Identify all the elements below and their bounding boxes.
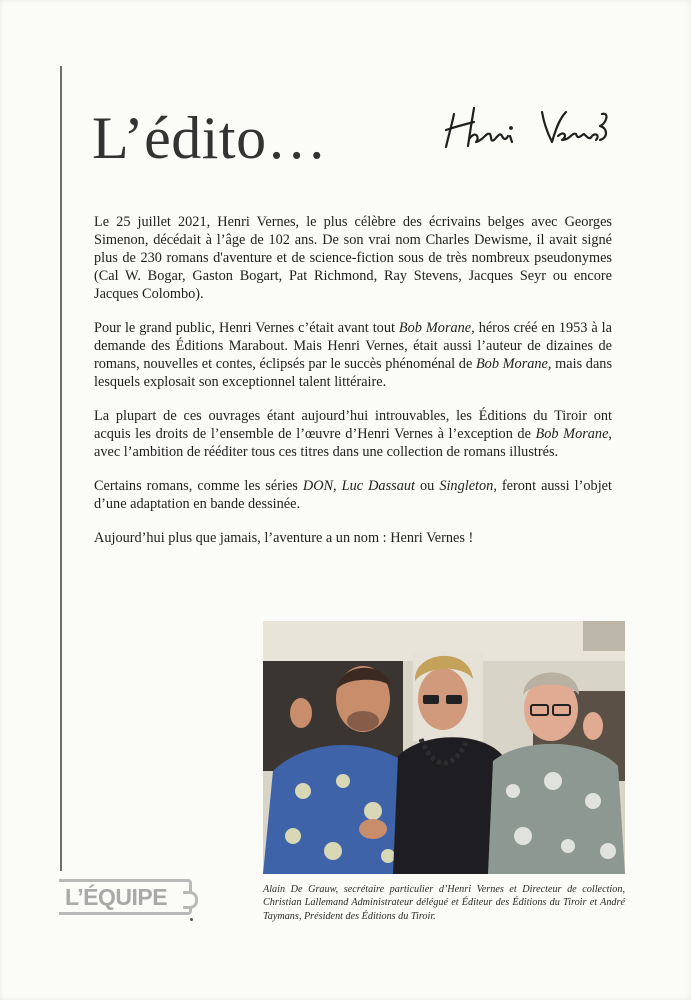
paragraph-text-run: mais dans lesquels explosait son exceptionnel talent littéraire. (94, 356, 613, 390)
team-photo (263, 621, 625, 874)
dot-mark (190, 918, 193, 921)
signature (440, 92, 620, 162)
paragraph-text-run: La plupart de ces ouvrages étant aujourd’hui introuvables, les Éditions du Tiroir ont acquis les droits de l’ensemble de l’œuvre d’Henri Vernes à l’exception de (94, 408, 612, 442)
italic-title-text: DON, Luc Dassaut (302, 478, 415, 494)
paragraph-text-run: Pour le grand public, Henri Vernes c’était avant tout (94, 320, 399, 336)
paragraph-text-run: ou (414, 478, 440, 494)
signature-icon (440, 92, 620, 162)
puzzle-tab-icon (183, 891, 198, 909)
paragraph-5 (94, 529, 612, 547)
paragraph-4 (94, 477, 612, 513)
photo-caption: Alain De Grauw, secrétaire particulier d’Henri Vernes et Directeur de collection, Christian Lallemand Administrateur délégué et Éditeur des Éditions du Tiroir et André Taymans, Président des Éditions du Tiroir. (263, 884, 625, 922)
paragraph-text-run: Aujourd’hui plus que jamais, l’aventure a un nom : Henri Vernes ! (94, 530, 474, 546)
paragraph-1 (94, 213, 612, 303)
page-title: L’édito… (92, 105, 328, 171)
equipe-logo (59, 879, 192, 917)
team-photo-illustration (263, 621, 625, 874)
paragraph-text-run: Certains romans, comme les séries (94, 478, 303, 494)
paragraph-text-run: Le 25 juillet 2021, Henri Vernes, le plus célèbre des écrivains belges avec Georges Simenon, décédait à l’âge de 102 ans. De son vrai nom Charles Dewisme, il avait signé plus de 230 romans d'aventure et de science-fiction sous de très nombreux pseudonymes (Cal W. Bogar, Gaston Bogart, Pat Richmond, Ray Stevens, Jacques Seyr ou encore Jacques Colombo). (94, 214, 612, 302)
logo-frame (59, 879, 192, 915)
paragraph-text-run: feront aussi l’objet d’une adaptation en bande dessinée. (94, 478, 612, 512)
italic-title-text: Singleton, (439, 478, 497, 494)
italic-title-text: Bob Morane, (398, 320, 475, 336)
italic-title-text: Bob Morane (535, 426, 609, 442)
paragraph-3 (94, 407, 612, 461)
italic-title-text: Bob Morane, (475, 356, 552, 372)
paragraph-text-run: héros créé en 1953 à la demande des Éditions Marabout. Mais Henri Vernes, était aussi l’auteur de dizaines de romans, nouvelles et contes, éclipsés par le succès phénoménal de (94, 320, 612, 372)
paragraph-2 (94, 319, 612, 391)
logo-text: L’ÉQUIPE (65, 884, 168, 910)
editorial-body (94, 213, 612, 563)
margin-rule (60, 66, 62, 871)
paragraph-text-run: , avec l’ambition de rééditer tous ces titres dans une collection de romans illustrés. (94, 426, 612, 460)
